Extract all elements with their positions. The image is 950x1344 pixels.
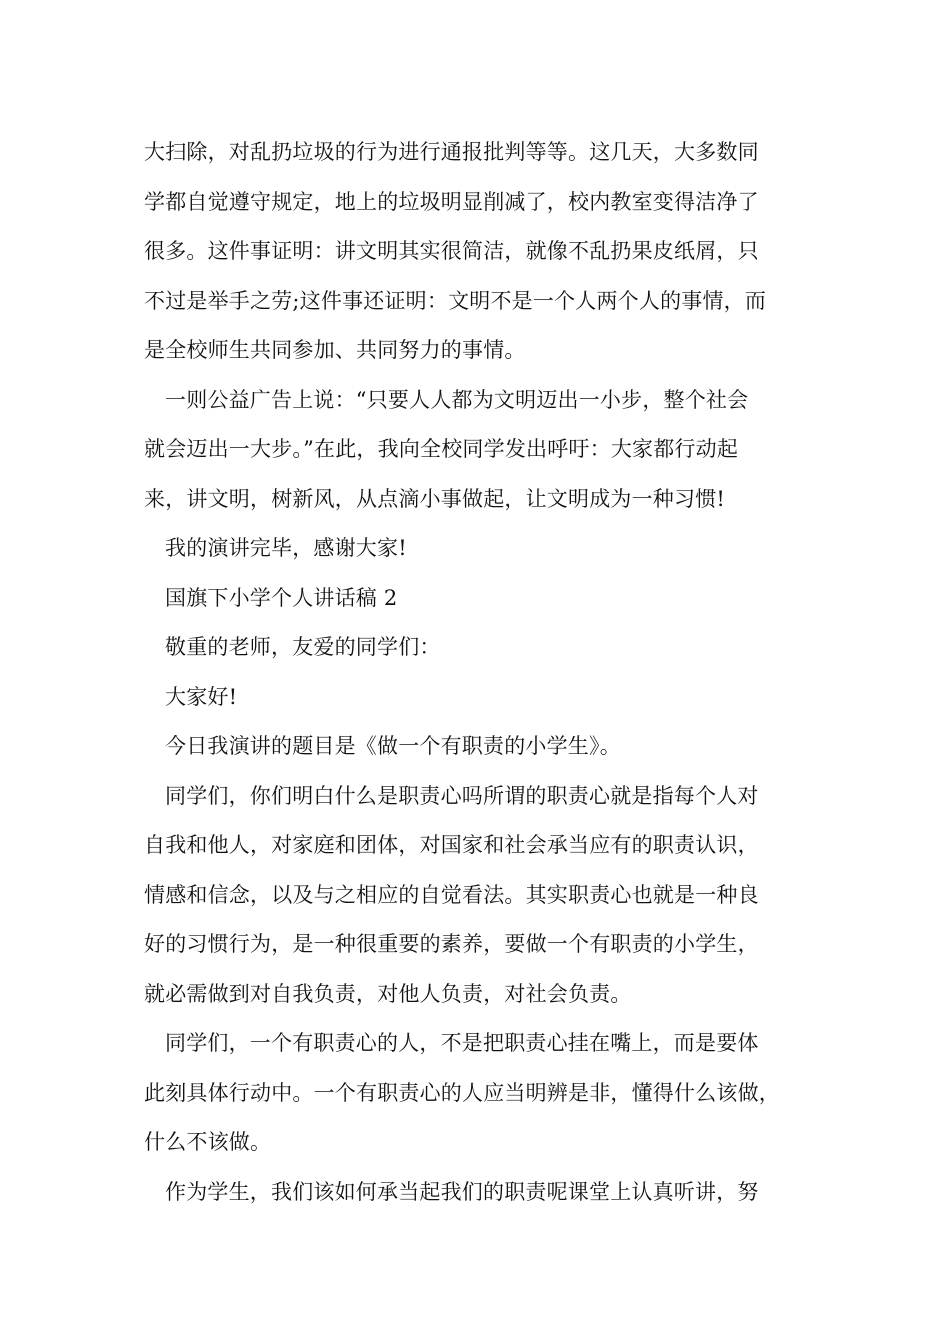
- paragraph: [144, 376, 824, 525]
- text-line: 此刻具体行动中。一个有职责心的人应当明辨是非，懂得什么该做，: [144, 1080, 780, 1105]
- paragraph: [144, 722, 824, 772]
- paragraph: [144, 623, 824, 673]
- text-line: 敬重的老师，友爱的同学们：: [165, 635, 441, 659]
- text-line: 同学们，你们明白什么是职责心吗所谓的职责心就是指每个人对: [165, 783, 759, 808]
- text-line: 国旗下小学个人讲话稿 2: [165, 585, 398, 610]
- text-line: 大家好!: [165, 684, 238, 709]
- text-line: 同学们，一个有职责心的人，不是把职责心挂在嘴上，而是要体: [165, 1031, 759, 1055]
- text-line: 情感和信念，以及与之相应的自觉看法。其实职责心也就是一种良: [144, 882, 759, 907]
- paragraph: [144, 673, 824, 723]
- text-line: 就必需做到对自我负责，对他人负责，对社会负责。: [144, 981, 632, 1006]
- paragraph: [144, 128, 824, 376]
- document-body: [144, 128, 824, 1217]
- text-line: 来，讲文明，树新风，从点滴小事做起，让文明成为一种习惯!: [144, 486, 726, 511]
- text-line: 大扫除，对乱扔垃圾的行为进行通报批判等等。这几天，大多数同: [144, 140, 759, 164]
- text-line: 好的习惯行为，是一种很重要的素养，要做一个有职责的小学生，: [144, 932, 759, 956]
- text-line: 不过是举手之劳;这件事还证明：文明不是一个人两个人的事情，而: [144, 288, 767, 313]
- text-line: 学都自觉遵守规定，地上的垃圾明显削减了，校内教室变得洁净了: [144, 189, 759, 214]
- text-line: 作为学生，我们该如何承当起我们的职责呢课堂上认真听讲，努: [165, 1179, 759, 1204]
- paragraph: [144, 574, 824, 624]
- paragraph: [144, 524, 824, 574]
- text-line: 自我和他人，对家庭和团体，对国家和社会承当应有的职责认识，: [144, 833, 759, 857]
- text-line: 一则公益广告上说：“只要人人都为文明迈出一小步，整个社会: [165, 387, 749, 412]
- text-line: 就会迈出一大步。”在此，我向全校同学发出呼吁：大家都行动起: [144, 437, 739, 461]
- text-line: 我的演讲完毕，感谢大家!: [165, 536, 407, 560]
- paragraph: [144, 1019, 824, 1168]
- text-line: 今日我演讲的题目是《做一个有职责的小学生》。: [165, 734, 621, 758]
- paragraph: [144, 772, 824, 1020]
- text-line: 是全校师生共同参加、共同努力的事情。: [144, 338, 526, 362]
- text-line: 什么不该做。: [144, 1130, 272, 1154]
- text-line: 很多。这件事证明：讲文明其实很简洁，就像不乱扔果皮纸屑，只: [144, 239, 759, 263]
- paragraph: [144, 1168, 824, 1218]
